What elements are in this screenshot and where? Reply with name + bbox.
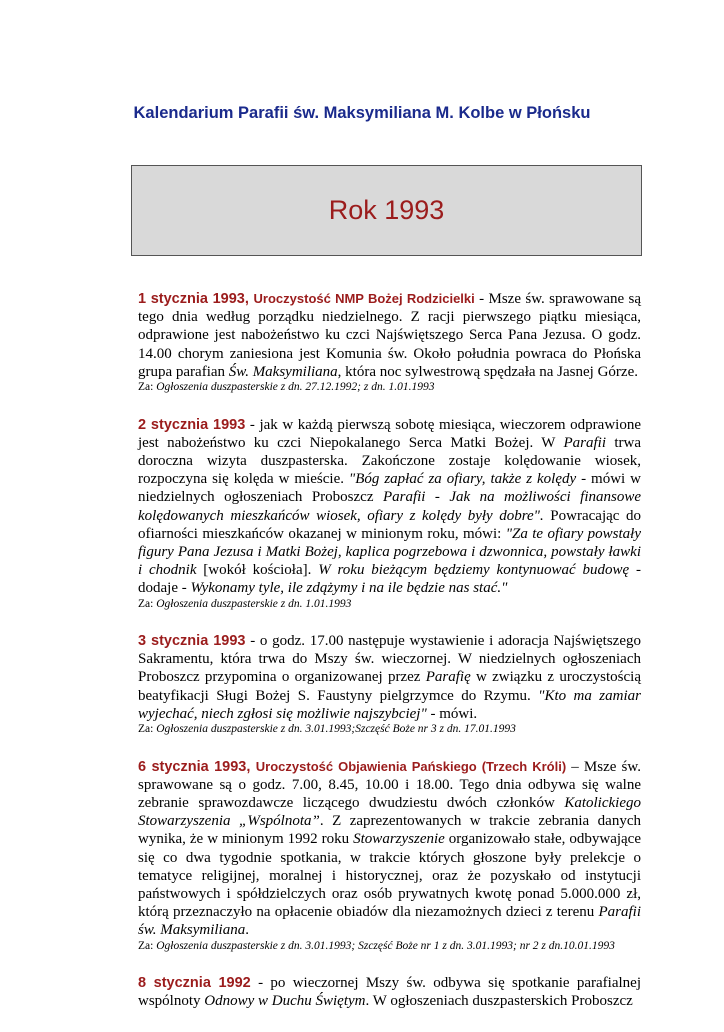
document-header-title: Kalendarium Parafii św. Maksymiliana M. Kolbe w Płońsku [133, 104, 591, 122]
entry-date: 6 stycznia 1993 [138, 758, 247, 775]
entry-source [138, 381, 641, 395]
entry-text: - Msze św. sprawowane są tego dnia według porządku niedzielnego. Z racji pierwszego piątku miesiąca, odprawione jest nabożeństwo ku czci Najświętszego Serca Pana Jezusa. O godz. 14.00 chorym zaniesiona jest Komunia św. Około południa powraca do Płońska grupa parafian [138, 291, 642, 380]
entry-date-separator: , [246, 758, 256, 775]
entry-text-italic: W roku bieżącym będziemy kontynuować budowę [318, 562, 630, 579]
entry-text-italic: "Kto ma zamiar wyjechać, niech zgłosi się możliwie najszybciej" [138, 687, 641, 722]
entry-text: - mówi w niedzielnych ogłoszeniach Proboszcz [138, 471, 641, 506]
entry-body [138, 632, 641, 723]
entry-text: trwa doroczna wizyta duszpasterska. Zakończone zostaje kolędowanie wiosek, rozpoczyna się kolęda w mieście. [138, 434, 641, 488]
entry-text: [wokół kościoła]. [196, 562, 319, 579]
source-text: Ogłoszenia duszpasterskie z dn. 3.01.1993; Szczęść Boże nr 1 z dn. 3.01.1993; nr 2 z dn.10.01.1993 [153, 939, 615, 952]
entry-date: 3 stycznia 1993 [138, 633, 246, 650]
entry-text: - po wieczornej Mszy św. odbywa się spotkanie parafialnej wspólnoty [138, 975, 641, 1010]
entry-source [138, 598, 641, 612]
entry-source [138, 940, 641, 954]
entry-text-italic: Stowarzyszenie [353, 831, 445, 848]
source-prefix: Za: [138, 723, 154, 736]
entry-text: Powracając do ofiarności mieszkańców okazanej w minionym roku, mówi: [138, 507, 641, 542]
entry-feast: Uroczystość NMP Bożej Rodzicielki [253, 291, 475, 306]
entry-text-italic: Wykonamy tyle, ile zdążymy i na ile będzie nas stać." [190, 580, 508, 597]
source-prefix: Za: [138, 597, 154, 610]
calendar-entry [138, 974, 641, 1010]
entry-date: 2 stycznia 1993 [138, 416, 246, 433]
source-text: Ogłoszenia duszpasterskie z dn. 27.12.1992; z dn. 1.01.1993 [153, 381, 435, 394]
entry-text: - dodaje - [138, 562, 641, 597]
entry-date: 8 stycznia 1992 [138, 975, 251, 992]
entry-text: – Msze św. sprawowane są o godz. 7.00, 8.45, 10.00 i 18.00. Tego dnia odbywa się walne zebranie sprawozdawcze liczącego dwudziestu dwóch członków [138, 758, 641, 811]
source-text: Ogłoszenia duszpasterskie z dn. 3.01.1993;Szczęść Boże nr 3 z dn. 17.01.1993 [153, 723, 516, 736]
entry-text-italic: "Bóg zapłać za ofiary, także z kolędy [348, 471, 577, 488]
entry-source [138, 723, 641, 737]
year-box [131, 165, 642, 256]
calendar-entry [138, 416, 641, 612]
calendar-entry [138, 290, 641, 395]
entry-text: - o godz. 17.00 następuje wystawienie i adoracja Najświętszego Sakramentu, która trwa do Mszy św. wieczornej. W niedzielnych ogłoszeniach Proboszcz przypomina o organizowanej przez [138, 633, 641, 686]
entry-text-italic: "Za te ofiary powstały figury Pana Jezusa i Matki Bożej, kaplica pogrzebowa i dzwonnica, powstały ławki i chodnik [138, 525, 641, 579]
entry-text-italic: Katolickiego Stowarzyszenia „Wspólnota” [138, 794, 641, 830]
entry-text: . [245, 922, 249, 939]
entry-body [138, 290, 641, 381]
entry-text-italic: Parafii [563, 434, 607, 451]
source-prefix: Za: [138, 939, 154, 952]
entry-text-italic: Św. Maksymiliana [228, 363, 338, 380]
entry-text: - jak w każdą pierwszą sobotę miesiąca, wieczorem odprawione jest nabożeństwo ku czci Niepokalanego Serca Matki Bożej. W [138, 416, 641, 451]
entry-text-italic: Odnowy w Duchu Świętym [204, 993, 366, 1010]
entry-text-italic: Parafię [425, 669, 471, 686]
entry-body [138, 974, 641, 1010]
entry-text: . W ogłoszeniach duszpasterskich Proboszcz [365, 993, 633, 1010]
calendar-entry [138, 758, 641, 954]
entry-text: . Z zaprezentowanych w trakcie zebrania danych wynika, że w minionym 1992 roku [138, 813, 641, 848]
entry-body [138, 758, 641, 940]
source-prefix: Za: [138, 381, 154, 394]
entry-body [138, 416, 641, 598]
entry-text-italic: Parafii - Jak na możliwości finansowe kolędowanych mieszkańców wiosek, ofiary z kolędy były dobre". [138, 489, 641, 524]
entry-text-italic: Parafii św. Maksymiliana [138, 904, 641, 939]
calendar-entry [138, 632, 641, 737]
source-text: Ogłoszenia duszpasterskie z dn. 1.01.1993 [153, 597, 352, 610]
entry-text: organizowało stałe, odbywające się co dwa tygodnie spotkania, w trakcie których głoszone były prelekcje o tematyce religijnej, moralnej i historycznej, oraz że pozyskało od instytucji państwowych i spółdzielczych oraz osób prywatnych kwotę ponad 5.000.000 zł, którą przeznaczyło na opłacenie obiadów dla niezamożnych dzieci z terenu [138, 831, 641, 921]
entry-date-separator: , [244, 291, 254, 307]
year-title: Rok 1993 [328, 195, 445, 225]
entry-text: - mówi. [426, 705, 478, 722]
entry-feast: Uroczystość Objawienia Pańskiego (Trzech Króli) [255, 758, 567, 774]
entry-date: 1 stycznia 1993 [138, 291, 245, 307]
entries-list [138, 290, 641, 1032]
entry-text: w związku z uroczystością beatyfikacji Sługi Bożej S. Faustyny pielgrzymce do Rzymu. [138, 669, 641, 704]
entry-text: , która noc sylwestrową spędzała na Jasnej Górze. [337, 363, 638, 380]
